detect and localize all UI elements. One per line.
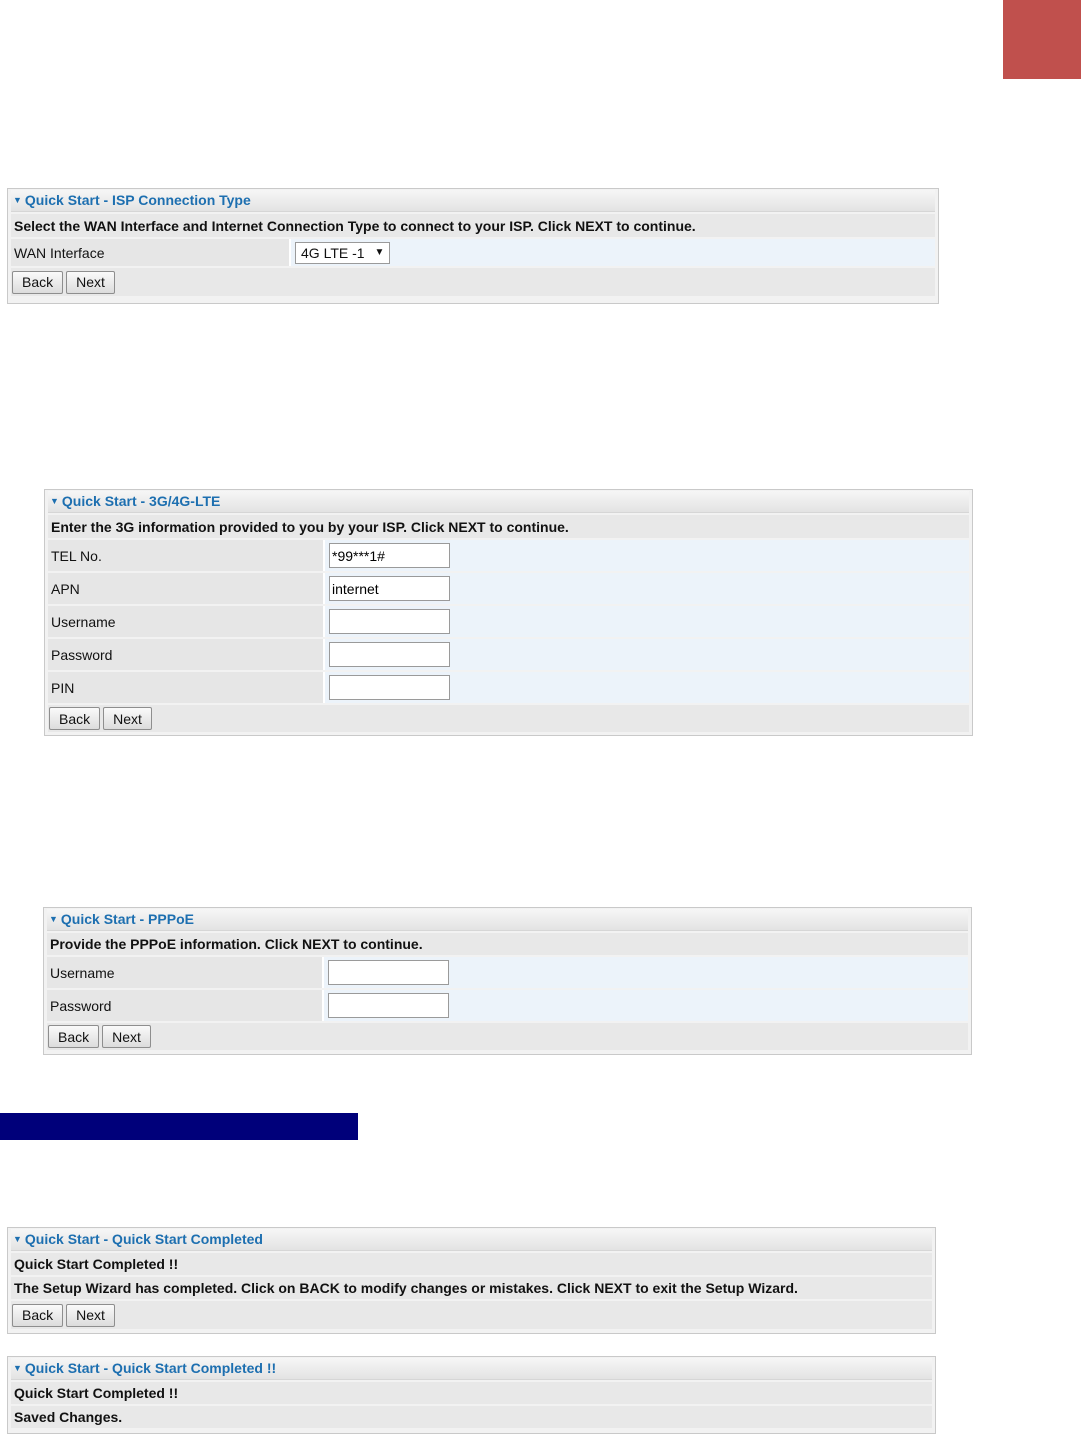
- pppoe-password-input[interactable]: [328, 993, 449, 1018]
- password-row: [48, 639, 969, 670]
- password-label: Password: [47, 990, 324, 1021]
- apn-row: [48, 573, 969, 604]
- saved-changes-panel: [7, 1356, 936, 1434]
- wan-interface-label: WAN Interface: [11, 239, 291, 266]
- pppoe-password-row: [47, 990, 968, 1021]
- username-label: Username: [48, 606, 325, 637]
- wan-interface-select[interactable]: [295, 242, 390, 264]
- panel-title: Quick Start - ISP Connection Type: [24, 192, 251, 208]
- back-button[interactable]: Back: [49, 707, 100, 730]
- completed-message: Quick Start Completed !!: [11, 1382, 932, 1404]
- back-button[interactable]: Back: [12, 271, 63, 294]
- username-row: [48, 606, 969, 637]
- pin-label: PIN: [48, 672, 325, 703]
- panel-title: Quick Start - PPPoE: [60, 911, 194, 927]
- dropdown-arrow-icon: ▼: [374, 246, 385, 258]
- next-button[interactable]: Next: [103, 707, 152, 730]
- collapse-triangle-icon[interactable]: ▼: [13, 195, 22, 205]
- button-row: [11, 1301, 932, 1329]
- collapse-triangle-icon[interactable]: ▼: [50, 496, 59, 506]
- button-row: [47, 1023, 968, 1050]
- panel-title: Quick Start - 3G/4G-LTE: [61, 493, 221, 509]
- panel-description: Select the WAN Interface and Internet Connection Type to connect to your ISP. Click NEXT to continue.: [11, 214, 935, 237]
- page-corner-accent: [1003, 0, 1081, 79]
- apn-label: APN: [48, 573, 325, 604]
- back-button[interactable]: Back: [48, 1025, 99, 1048]
- saved-changes-message: Saved Changes.: [11, 1406, 932, 1428]
- password-input[interactable]: [329, 642, 450, 667]
- next-button[interactable]: Next: [102, 1025, 151, 1048]
- pppoe-username-input[interactable]: [328, 960, 449, 985]
- pppoe-username-row: [47, 957, 968, 988]
- wan-interface-row: [11, 239, 935, 266]
- back-button[interactable]: Back: [12, 1304, 63, 1327]
- completed-message: Quick Start Completed !!: [11, 1253, 932, 1275]
- lte-panel: [44, 489, 973, 736]
- tel-no-label: TEL No.: [48, 540, 325, 571]
- panel-description: Enter the 3G information provided to you by your ISP. Click NEXT to continue.: [48, 515, 969, 538]
- panel-header: [11, 1358, 932, 1380]
- tel-no-input[interactable]: [329, 543, 450, 568]
- panel-description: Provide the PPPoE information. Click NEXT to continue.: [47, 933, 968, 955]
- tel-no-row: [48, 540, 969, 571]
- setup-wizard-message: The Setup Wizard has completed. Click on BACK to modify changes or mistakes. Click NEXT to exit the Setup Wizard.: [11, 1277, 932, 1299]
- next-button[interactable]: Next: [66, 271, 115, 294]
- collapse-triangle-icon[interactable]: ▼: [13, 1363, 22, 1373]
- collapse-triangle-icon[interactable]: ▼: [49, 914, 58, 924]
- wan-interface-value: 4G LTE -1: [301, 244, 365, 261]
- panel-title: Quick Start - Quick Start Completed !!: [24, 1360, 277, 1376]
- password-label: Password: [48, 639, 325, 670]
- section-divider-bar: [0, 1113, 358, 1140]
- panel-header: [48, 491, 969, 513]
- apn-input[interactable]: [329, 576, 450, 601]
- quick-start-completed-panel: [7, 1227, 936, 1334]
- panel-header: [47, 909, 968, 931]
- button-row: [11, 268, 935, 296]
- username-input[interactable]: [329, 609, 450, 634]
- next-button[interactable]: Next: [66, 1304, 115, 1327]
- collapse-triangle-icon[interactable]: ▼: [13, 1234, 22, 1244]
- pin-row: [48, 672, 969, 703]
- pin-input[interactable]: [329, 675, 450, 700]
- username-label: Username: [47, 957, 324, 988]
- button-row: [48, 705, 969, 732]
- pppoe-panel: [43, 907, 972, 1055]
- panel-title: Quick Start - Quick Start Completed: [24, 1231, 263, 1247]
- isp-connection-panel: [7, 188, 939, 304]
- panel-header: [11, 1229, 932, 1251]
- panel-header: [11, 190, 935, 212]
